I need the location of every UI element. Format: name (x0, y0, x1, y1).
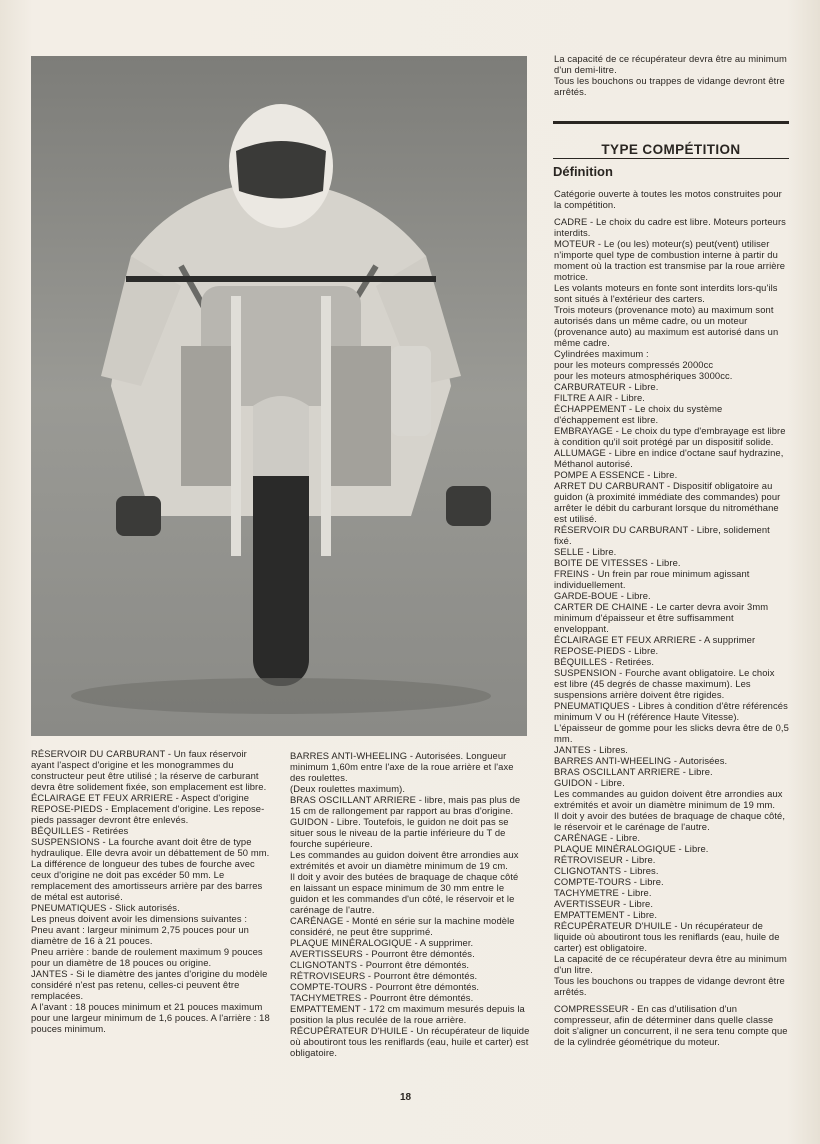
left-para: Les pneus doivent avoir les dimensions suivantes : (31, 913, 248, 924)
middle-para: BARRES ANTI-WHEELING - Autorisées. Longueur minimum 1,60m entre l'axe de la roue arrière et l'axe des roulettes. (290, 750, 514, 783)
right-para: ALLUMAGE - Libre en indice d'octane sauf hydrazine, Méthanol autorisé. (554, 447, 784, 469)
left-para: PNEUMATIQUES - Slick autorisés. (31, 902, 180, 913)
right-para: BÉQUILLES - Retirées. (554, 656, 655, 667)
right-para: ARRET DU CARBURANT - Dispositif obligatoire au guidon (à proximité immédiate des commandes) pour arrêter le débit du carburant lorsque du nitrométhane est utilisé. (554, 480, 781, 524)
middle-para: AVERTISSEURS - Pourront être démontés. (290, 948, 475, 959)
right-para: CLIGNOTANTS - Libres. (554, 865, 659, 876)
right-para: Il doit y avoir des butées de braquage de chaque côté, le réservoir et le carénage de l'autre. (554, 810, 786, 832)
right-para: L'épaisseur de gomme pour les slicks devra être de 0,5 mm. (554, 722, 789, 744)
left-para: Pneu avant : largeur minimum 2,75 pouces pour un diamètre de 16 à 21 pouces. (31, 924, 249, 946)
left-para: REPOSE-PIEDS - Emplacement d'origine. Les repose-pieds passager devront être enlevés. (31, 803, 265, 825)
right-para: ÉCLAIRAGE ET FEUX ARRIERE - A supprimer (554, 634, 756, 645)
right-para: Trois moteurs (provenance moto) au maximum sont autorisés dans un même cadre, ou un moteur (provenance auto) au maximum est autorisé dans un même cadre. (554, 304, 779, 348)
right-para: BOITE DE VITESSES - Libre. (554, 557, 681, 568)
right-para: PNEUMATIQUES - Libres à condition d'être référencés minimum V ou H (référence Haute Vitesse). (554, 700, 788, 722)
right-para: CARTER DE CHAINE - Le carter devra avoir 3mm minimum d'épaisseur et être suffisamment enveloppant. (554, 601, 769, 634)
motorcycle-photo (31, 56, 527, 736)
left-para: ÉCLAIRAGE ET FEUX ARRIERE - Aspect d'origine (31, 792, 250, 803)
section-subtitle: Définition (553, 164, 613, 179)
middle-para: CLIGNOTANTS - Pourront être démontés. (290, 959, 470, 970)
left-para: A l'avant : 18 pouces minimum et 21 pouces maximum pour une largeur minimum de 1,6 pouces. A l'arrière : 18 pouces minimum. (31, 1001, 270, 1034)
middle-para: RÉCUPÉRATEUR D'HUILE - Un récupérateur de liquide où aboutiront tous les reniflards (eau, huile et carter) est obligatoire. (290, 1025, 530, 1058)
rider-illustration (31, 56, 527, 736)
middle-para: PLAQUE MINÉRALOGIQUE - A supprimer. (290, 937, 474, 948)
right-para: POMPE A ESSENCE - Libre. (554, 469, 678, 480)
right-para: TACHYMETRE - Libre. (554, 887, 652, 898)
right-para: JANTES - Libres. (554, 744, 629, 755)
page-number: 18 (400, 1092, 412, 1103)
middle-para: GUIDON - Libre. Toutefois, le guidon ne doit pas se situer sous le niveau de la partie inférieure du T de fourche supérieure. (290, 816, 509, 849)
left-para: RÉSERVOIR DU CARBURANT - Un faux réservoir ayant l'aspect d'origine et les monogrammes du constructeur peut être utilisé ; la réserve de carburant devra être solidement fixée, son emplacement est libre. (31, 748, 267, 792)
right-para: ÉCHAPPEMENT - Le choix du système d'échappement est libre. (554, 403, 723, 425)
right-para: EMBRAYAGE - Le choix du type d'embrayage est libre à condition qu'il soit protégé par un dispositif solide. (554, 425, 786, 447)
middle-para: CARÉNAGE - Monté en série sur la machine modèle considéré, ne peut être supprimé. (290, 915, 515, 937)
right-para: COMPRESSEUR - En cas d'utilisation d'un compresseur, afin de déterminer dans quelle classe doit s'aligner un concurrent, il ne sera tenu compte que de la cylindrée géométrique du moteur. (554, 1003, 788, 1047)
right-para: Les commandes au guidon doivent être arrondies aux extrémités et avoir un diamètre minimum de 19 mm. (554, 788, 783, 810)
middle-para: BRAS OSCILLANT ARRIERE - libre, mais pas plus de 15 cm de rallongement par rapport au bras d'origine. (290, 794, 521, 816)
section-rule-thin (553, 158, 789, 159)
right-para: EMPATTEMENT - Libre. (554, 909, 658, 920)
left-column (31, 748, 271, 1034)
right-top-para: La capacité de ce récupérateur devra être au minimum d'un demi-litre. (554, 53, 787, 75)
left-para: SUSPENSIONS - La fourche avant doit être de type hydraulique. Elle devra avoir un débattement de 50 mm. La différence de longueur des tubes de fourche avec ceux d'origine ne doit pas excéder 50 mm. Le remplacement des amortisseurs arrière par des barres de métal est autorisé. (31, 836, 270, 902)
right-column (554, 188, 790, 1047)
right-para: CADRE - Le choix du cadre est libre. Moteurs porteurs interdits. (554, 216, 786, 238)
right-para: Les volants moteurs en fonte sont interdits lors-qu'ils sont situés à l'extérieur des carters. (554, 282, 778, 304)
middle-para: (Deux roulettes maximum). (290, 783, 406, 794)
right-para: BARRES ANTI-WHEELING - Autorisées. (554, 755, 728, 766)
right-para: PLAQUE MINÉRALOGIQUE - Libre. (554, 843, 709, 854)
middle-para: Il doit y avoir des butées de braquage de chaque côté en laissant un espace minimum de 30 mm entre le guidon et les commandes d'un côté, le réservoir et le carénage de l'autre. (290, 871, 519, 915)
section-rule-thick (553, 121, 789, 124)
right-para: RÉTROVISEUR - Libre. (554, 854, 656, 865)
middle-column (290, 750, 530, 1058)
middle-para: EMPATTEMENT - 172 cm maximum mesurés depuis la position la plus reculée de la roue arrière. (290, 1003, 525, 1025)
right-para: AVERTISSEUR - Libre. (554, 898, 654, 909)
right-para: pour les moteurs compressés 2000cc (554, 359, 714, 370)
middle-para: COMPTE-TOURS - Pourront être démontés. (290, 981, 480, 992)
right-para: MOTEUR - Le (ou les) moteur(s) peut(vent) utiliser n'importe quel type de combustion interne à partir du moment où la traction est transmise par la roue arrière motrice. (554, 238, 786, 282)
middle-para: TACHYMETRES - Pourront être démontés. (290, 992, 474, 1003)
right-para: COMPTE-TOURS - Libre. (554, 876, 664, 887)
right-para: FREINS - Un frein par roue minimum agissant individuellement. (554, 568, 750, 590)
right-para: CARBURATEUR - Libre. (554, 381, 659, 392)
right-para: Cylindrées maximum : (554, 348, 649, 359)
right-para: FILTRE A AIR - Libre. (554, 392, 646, 403)
right-para: SELLE - Libre. (554, 546, 617, 557)
left-para: Pneu arrière : bande de roulement maximum 9 pouces pour un diamètre de 18 pouces ou origine. (31, 946, 263, 968)
right-para: GARDE-BOUE - Libre. (554, 590, 651, 601)
section-title: TYPE COMPÉTITION (601, 142, 741, 157)
right-top-text (554, 53, 794, 97)
right-para: pour les moteurs atmosphériques 3000cc. (554, 370, 733, 381)
right-top-para: Tous les bouchons ou trappes de vidange devront être arrêtés. (554, 75, 785, 97)
right-para: RÉCUPÉRATEUR D'HUILE - Un récupérateur de liquide où aboutiront tous les reniflards (eau, huile de carter) est obligatoire. (554, 920, 780, 953)
left-para: BÉQUILLES - Retirées (31, 825, 129, 836)
left-para: JANTES - Si le diamètre des jantes d'origine du modèle considéré n'est pas retenu, celles-ci peuvent être remplacées. (31, 968, 268, 1001)
middle-para: Les commandes au guidon doivent être arrondies aux extrémités et avoir un diamètre minimum de 19 cm. (290, 849, 519, 871)
right-para: La capacité de ce récupérateur devra être au minimum d'un litre. (554, 953, 787, 975)
right-para: REPOSE-PIEDS - Libre. (554, 645, 659, 656)
right-para: CARÉNAGE - Libre. (554, 832, 641, 843)
right-para: Tous les bouchons ou trappes de vidange devront être arrêtés. (554, 975, 785, 997)
right-para: RÉSERVOIR DU CARBURANT - Libre, solidement fixé. (554, 524, 770, 546)
right-para: BRAS OSCILLANT ARRIERE - Libre. (554, 766, 713, 777)
right-para: SUSPENSION - Fourche avant obligatoire. Le choix est libre (45 degrés de chasse maximum). Les suspensions arrière doivent être rigides. (554, 667, 775, 700)
intro-para: Catégorie ouverte à toutes les motos construites pour la compétition. (554, 188, 782, 210)
middle-para: RÉTROVISEURS - Pourront être démontés. (290, 970, 478, 981)
right-para: GUIDON - Libre. (554, 777, 625, 788)
